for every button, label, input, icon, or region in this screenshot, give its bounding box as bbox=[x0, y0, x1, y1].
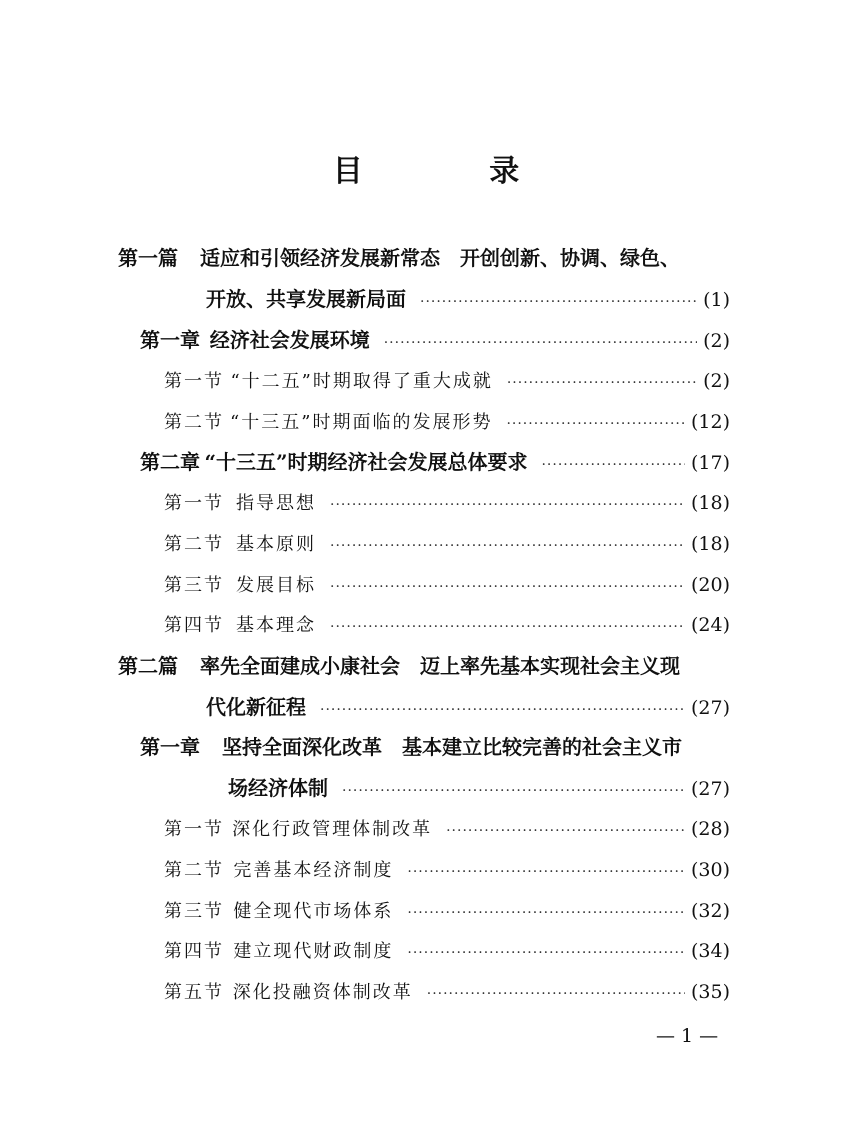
page-title: 目 录 bbox=[332, 154, 578, 189]
toc-section-entry bbox=[164, 569, 730, 601]
toc-section-entry bbox=[164, 487, 730, 519]
toc-section-entry bbox=[164, 854, 730, 886]
toc-chapter-label: 第一章 bbox=[140, 735, 200, 759]
toc-part-heading-continuation bbox=[206, 691, 730, 723]
toc-page-number: (18) bbox=[690, 492, 730, 514]
toc-page-number: (2) bbox=[703, 330, 730, 352]
toc-section-entry bbox=[164, 365, 730, 397]
toc-page-number: (18) bbox=[690, 533, 730, 555]
toc-page-number: (27) bbox=[690, 778, 730, 800]
toc-page-number: (12) bbox=[690, 411, 730, 433]
toc-section-label: 第三节 bbox=[164, 575, 224, 596]
toc-part-label: 第一篇 bbox=[118, 246, 178, 270]
toc-page-number: (30) bbox=[690, 859, 730, 881]
toc-section-entry bbox=[164, 406, 730, 438]
toc-leader-dots bbox=[420, 286, 697, 318]
toc-section-label: 第五节 bbox=[164, 982, 224, 1003]
toc-chapter-entry bbox=[140, 731, 738, 763]
toc-section-label: 第一节 bbox=[164, 493, 224, 514]
toc-section-label: 第三节 bbox=[164, 901, 224, 922]
toc-chapter-title: 坚持全面深化改革 基本建立比较完善的社会主义市 bbox=[222, 735, 682, 759]
page-footer-number: — 1 — bbox=[656, 1025, 719, 1047]
toc-leader-dots bbox=[507, 367, 697, 399]
toc-leader-dots bbox=[320, 694, 685, 726]
toc-page-number: (27) bbox=[690, 697, 730, 719]
toc-section-title: 基本原则 bbox=[236, 534, 317, 555]
toc-leader-dots bbox=[446, 815, 685, 847]
toc-page-number: (20) bbox=[690, 574, 730, 596]
toc-section-entry bbox=[164, 528, 730, 560]
toc-part-title-cont: 代化新征程 bbox=[206, 695, 306, 719]
toc-section-entry bbox=[164, 976, 730, 1008]
toc-leader-dots bbox=[384, 327, 697, 359]
toc-section-title: 指导思想 bbox=[236, 493, 317, 514]
toc-part-heading-continuation bbox=[206, 283, 730, 315]
toc-chapter-entry bbox=[140, 446, 730, 478]
toc-section-label: 第二节 bbox=[164, 534, 224, 555]
toc-leader-dots bbox=[330, 611, 685, 643]
toc-section-title: 健全现代市场体系 bbox=[233, 901, 394, 922]
toc-section-label: 第二节 bbox=[164, 860, 224, 881]
toc-section-entry bbox=[164, 935, 730, 967]
toc-section-label: 第一节 bbox=[164, 819, 224, 840]
toc-section-entry bbox=[164, 813, 730, 845]
toc-page-number: (28) bbox=[690, 818, 730, 840]
toc-section-title: “十三五”时期面临的发展形势 bbox=[230, 412, 493, 433]
toc-section-entry bbox=[164, 895, 730, 927]
toc-section-title: 深化行政管理体制改革 bbox=[232, 819, 433, 840]
toc-section-title: 深化投融资体制改革 bbox=[232, 982, 413, 1003]
toc-chapter-title: “十三五”时期经济社会发展总体要求 bbox=[204, 450, 528, 474]
toc-section-label: 第一节 bbox=[164, 371, 224, 392]
toc-page-number: (35) bbox=[690, 981, 730, 1003]
toc-leader-dots bbox=[330, 489, 685, 521]
toc-leader-dots bbox=[407, 897, 685, 929]
toc-section-entry bbox=[164, 609, 730, 641]
toc-chapter-entry bbox=[140, 324, 730, 356]
toc-page-number: (34) bbox=[690, 940, 730, 962]
toc-chapter-label: 第一章 bbox=[140, 328, 200, 352]
toc-section-title: 完善基本经济制度 bbox=[233, 860, 394, 881]
toc-leader-dots bbox=[407, 856, 685, 888]
toc-section-label: 第二节 bbox=[164, 412, 224, 433]
toc-leader-dots bbox=[330, 571, 685, 603]
toc-part-title: 适应和引领经济发展新常态 开创创新、协调、绿色、 bbox=[200, 246, 680, 270]
toc-chapter-title-cont: 场经济体制 bbox=[228, 776, 328, 800]
toc-part-heading bbox=[118, 650, 738, 682]
toc-chapter-title: 经济社会发展环境 bbox=[209, 328, 370, 352]
toc-page-number: (2) bbox=[703, 370, 730, 392]
toc-leader-dots bbox=[506, 408, 685, 440]
toc-page-number: (32) bbox=[690, 900, 730, 922]
toc-section-title: 发展目标 bbox=[236, 575, 317, 596]
toc-part-label: 第二篇 bbox=[118, 654, 178, 678]
toc-section-label: 第四节 bbox=[164, 615, 224, 636]
toc-leader-dots bbox=[342, 775, 685, 807]
toc-section-title: “十二五”时期取得了重大成就 bbox=[230, 371, 493, 392]
toc-page-number: (1) bbox=[703, 289, 730, 311]
toc-section-title: 建立现代财政制度 bbox=[233, 941, 394, 962]
toc-leader-dots bbox=[427, 978, 685, 1010]
toc-chapter-entry-continuation bbox=[228, 772, 730, 804]
toc-part-heading bbox=[118, 242, 738, 274]
toc-leader-dots bbox=[330, 530, 685, 562]
toc-page-number: (24) bbox=[690, 614, 730, 636]
toc-leader-dots bbox=[541, 449, 685, 481]
toc-part-title: 率先全面建成小康社会 迈上率先基本实现社会主义现 bbox=[200, 654, 680, 678]
toc-page-number: (17) bbox=[690, 452, 730, 474]
toc-section-title: 基本理念 bbox=[236, 615, 317, 636]
toc-part-title-cont: 开放、共享发展新局面 bbox=[206, 287, 406, 311]
toc-chapter-label: 第二章 bbox=[140, 450, 200, 474]
toc-leader-dots bbox=[407, 937, 685, 969]
toc-section-label: 第四节 bbox=[164, 941, 224, 962]
